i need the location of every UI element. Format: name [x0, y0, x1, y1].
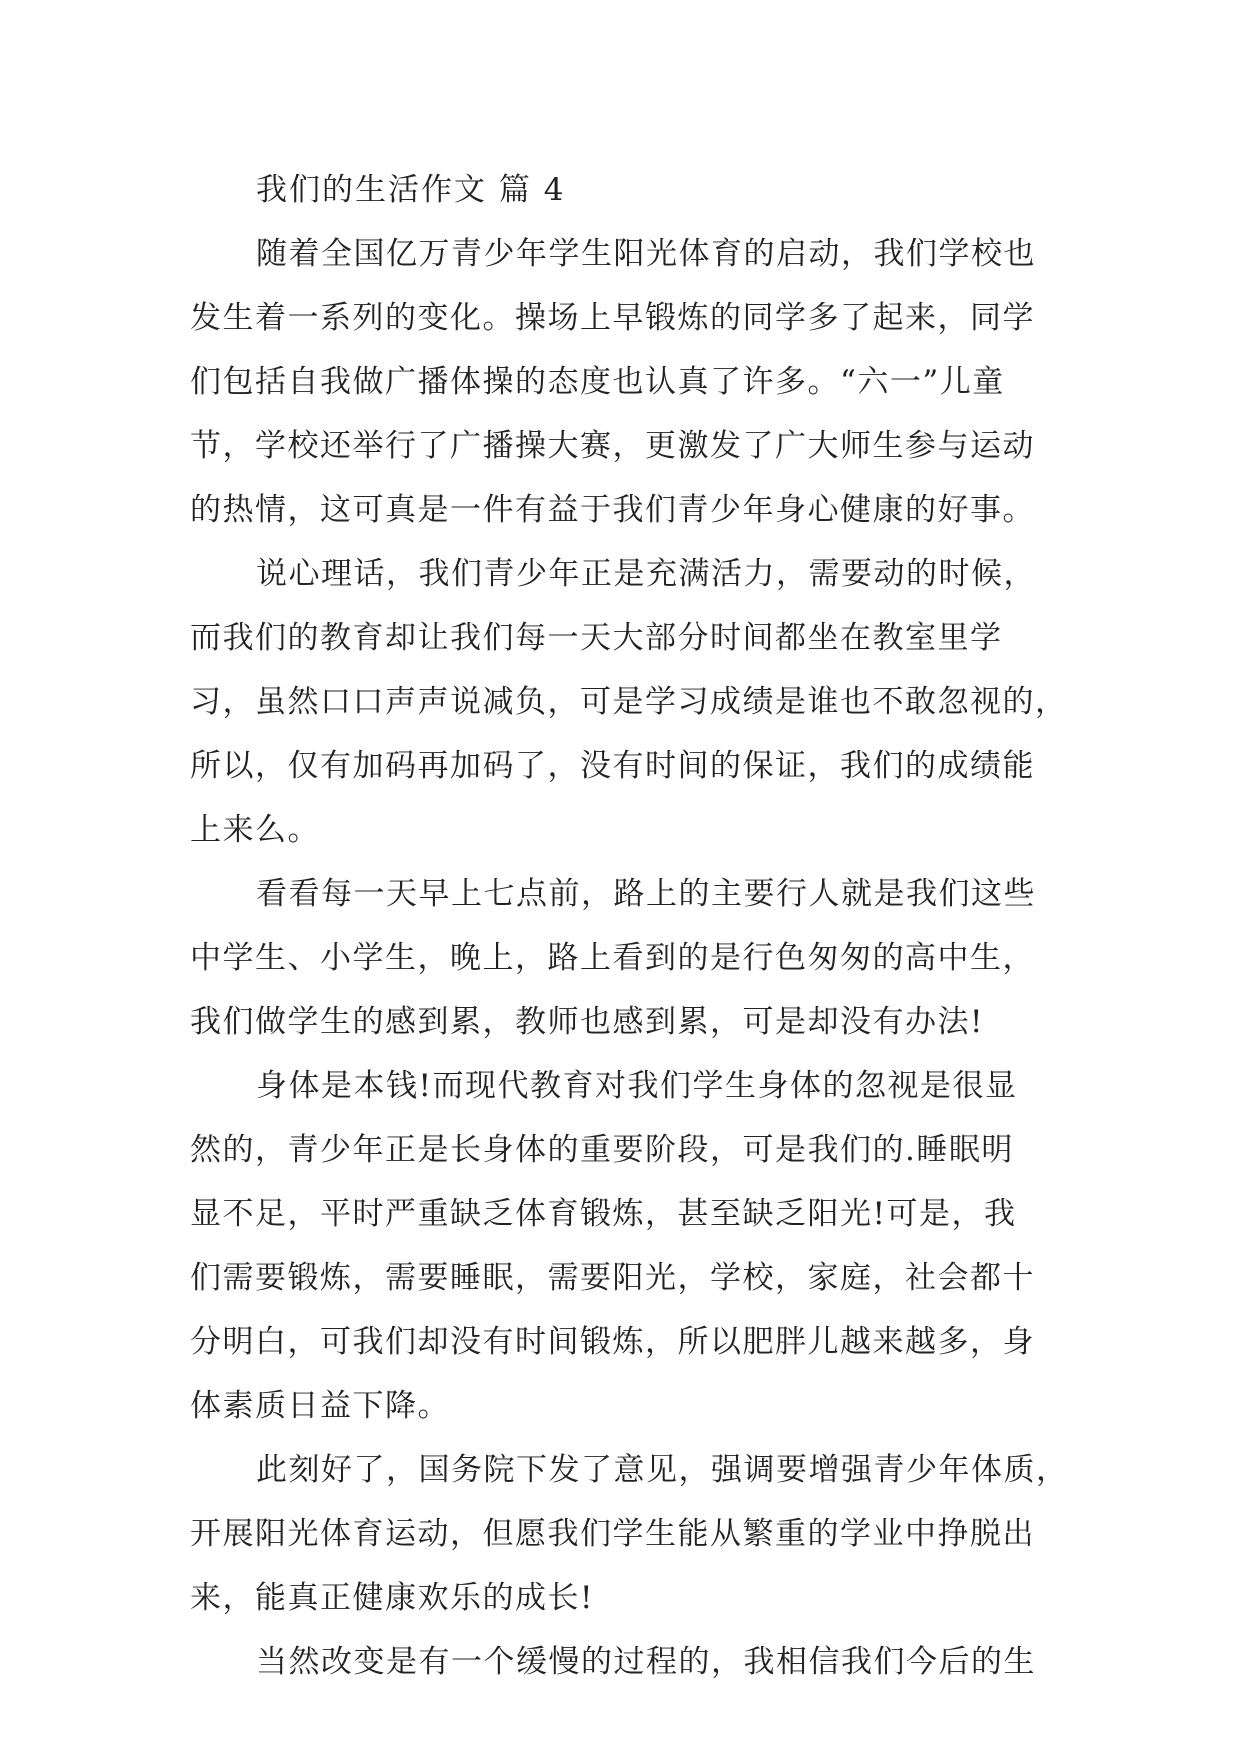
paragraph-5-line-1: 此刻好了，国务院下发了意见，强调要增强青少年体质， — [256, 1452, 1069, 1488]
paragraph-5-line-2: 开展阳光体育运动，但愿我们学生能从繁重的学业中挣脱出 — [190, 1516, 1035, 1552]
paragraph-4-line-3: 显不足，平时严重缺乏体育锻炼，甚至缺乏阳光!可是，我 — [190, 1196, 1017, 1232]
paragraph-3-line-2: 中学生、小学生，晚上，路上看到的是行色匆匆的高中生， — [190, 940, 1035, 976]
paragraph-2-line-3: 习，虽然口口声声说减负，可是学习成绩是谁也不敢忽视的， — [190, 684, 1068, 720]
paragraph-1-line-2: 发生着一系列的变化。操场上早锻炼的同学多了起来，同学 — [190, 300, 1035, 336]
paragraph-2-line-1: 说心理话，我们青少年正是充满活力，需要动的时候， — [256, 556, 1036, 592]
paragraph-1-line-4: 节，学校还举行了广播操大赛，更激发了广大师生参与运动 — [190, 428, 1035, 464]
document-title: 我们的生活作文 篇 4 — [256, 172, 566, 208]
paragraph-1-line-5: 的热情，这可真是一件有益于我们青少年身心健康的好事。 — [190, 492, 1035, 528]
paragraph-4-line-2: 然的，青少年正是长身体的重要阶段，可是我们的.睡眠明 — [190, 1132, 1014, 1168]
paragraph-2-line-5: 上来么。 — [190, 812, 320, 848]
paragraph-3-line-1: 看看每一天早上七点前，路上的主要行人就是我们这些 — [256, 876, 1036, 912]
paragraph-1-line-3: 们包括自我做广播体操的态度也认真了许多。“六一”儿童 — [190, 364, 1005, 400]
paragraph-2-line-2: 而我们的教育却让我们每一天大部分时间都坐在教室里学 — [190, 620, 1003, 656]
paragraph-4-line-5: 分明白，可我们却没有时间锻炼，所以肥胖儿越来越多，身 — [190, 1324, 1035, 1360]
paragraph-6-line-1: 当然改变是有一个缓慢的过程的，我相信我们今后的生 — [256, 1644, 1036, 1680]
paragraph-4-line-4: 们需要锻炼，需要睡眠，需要阳光，学校，家庭，社会都十 — [190, 1260, 1035, 1296]
paragraph-1-line-1: 随着全国亿万青少年学生阳光体育的启动，我们学校也 — [256, 236, 1036, 272]
paragraph-4-line-6: 体素质日益下降。 — [190, 1388, 450, 1424]
paragraph-4-line-1: 身体是本钱!而现代教育对我们学生身体的忽视是很显 — [256, 1068, 1018, 1104]
paragraph-2-line-4: 所以，仅有加码再加码了，没有时间的保证，我们的成绩能 — [190, 748, 1035, 784]
document-body — [190, 158, 1069, 1694]
paragraph-5-line-3: 来，能真正健康欢乐的成长! — [190, 1580, 594, 1616]
paragraph-3-line-3: 我们做学生的感到累，教师也感到累，可是却没有办法! — [190, 1004, 984, 1040]
